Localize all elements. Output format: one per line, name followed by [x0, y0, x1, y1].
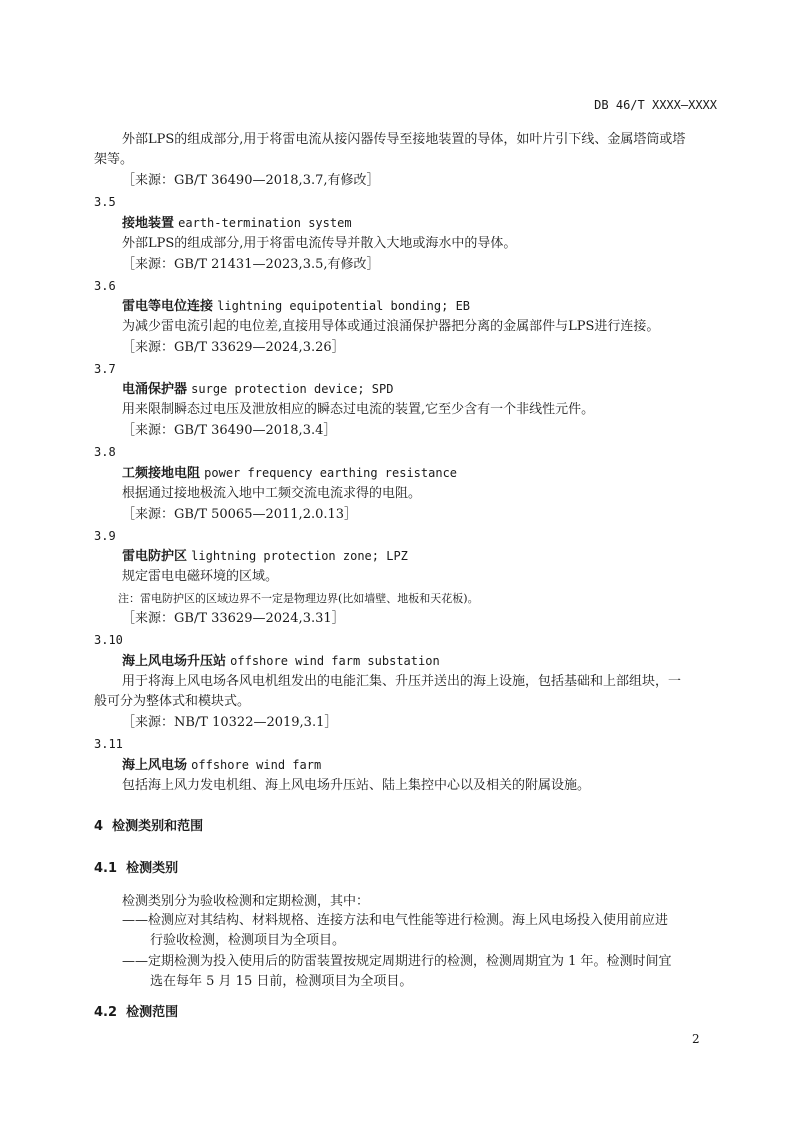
- definition-text: 般可分为整体式和模块式。: [94, 694, 251, 709]
- term-number: 3.11: [94, 737, 123, 751]
- list-item-continuation: 选在每年 5 月 15 日前，检测项目为全项目。: [150, 974, 413, 989]
- term-chinese: 电涌保护器: [122, 382, 188, 397]
- page-number: 2: [692, 1032, 700, 1046]
- source-reference: ［来源：NB/T 10322—2019,3.1］: [122, 715, 338, 730]
- source-reference: ［来源：GB/T 33629—2024,3.31］: [122, 611, 345, 626]
- list-item: ——检测应对其结构、材料规格、连接方法和电气性能等进行检测。海上风电场投入使用前应进: [122, 913, 669, 928]
- term-chinese: 海上风电场升压站: [122, 654, 227, 669]
- definition-text: 用来限制瞬态过电压及泄放相应的瞬态过电流的装置,它至少含有一个非线性元件。: [122, 402, 595, 417]
- term-chinese: 雷电等电位连接: [122, 299, 214, 314]
- term-chinese: 雷电防护区: [122, 549, 188, 564]
- definition-text: 外部LPS的组成部分,用于将雷电流从接闪器传导至接地装置的导体，如叶片引下线、金属塔筒或塔: [122, 132, 686, 147]
- source-reference: ［来源：GB/T 36490—2018,3.4］: [122, 423, 337, 438]
- section-heading: [94, 818, 203, 836]
- source-reference: ［来源：GB/T 36490—2018,3.7,有修改］: [122, 173, 380, 188]
- definition-text: 为减少雷电流引起的电位差,直接用导体或通过浪涌保护器把分离的金属部件与LPS进行连接。: [122, 319, 660, 334]
- section-number: 4: [94, 819, 104, 834]
- definition-text: 外部LPS的组成部分,用于将雷电流传导并散入大地或海水中的导体。: [122, 236, 517, 251]
- document-id-header: DB 46/T XXXX—XXXX: [594, 98, 717, 112]
- subsection-heading: [94, 860, 178, 878]
- term-chinese: 工频接地电阻: [122, 466, 201, 481]
- term-heading: [122, 652, 440, 671]
- term-english: lightning equipotential bonding; EB: [217, 299, 471, 313]
- subsection-number: 4.1: [94, 861, 118, 876]
- section-title: 检测类别和范围: [112, 819, 204, 834]
- term-number: 3.5: [94, 195, 116, 209]
- term-heading: [122, 380, 393, 399]
- term-number: 3.8: [94, 445, 116, 459]
- subsection-number: 4.2: [94, 1005, 118, 1020]
- list-item: ——定期检测为投入使用后的防雷装置按规定周期进行的检测，检测周期宜为 1 年。检测时间宜: [122, 954, 672, 969]
- term-number: 3.9: [94, 529, 116, 543]
- term-english: power frequency earthing resistance: [204, 466, 458, 480]
- term-chinese: 海上风电场: [122, 758, 188, 773]
- term-english: offshore wind farm: [191, 758, 322, 772]
- definition-text: 架等。: [94, 152, 134, 167]
- subsection-heading: [94, 1004, 178, 1022]
- term-english: surge protection device; SPD: [191, 382, 394, 396]
- term-english: lightning protection zone; LPZ: [191, 549, 408, 563]
- source-reference: ［来源：GB/T 21431—2023,3.5,有修改］: [122, 257, 380, 272]
- subsection-title: 检测范围: [126, 1005, 179, 1020]
- term-english: earth-termination system: [178, 216, 352, 230]
- note-text: 注：雷电防护区的区域边界不一定是物理边界(比如墙壁、地板和天花板)。: [118, 592, 479, 605]
- term-heading: [122, 547, 408, 566]
- source-reference: ［来源：GB/T 33629—2024,3.26］: [122, 340, 345, 355]
- term-number: 3.6: [94, 279, 116, 293]
- term-chinese: 接地装置: [122, 216, 175, 231]
- definition-text: 规定雷电电磁环境的区域。: [122, 569, 279, 584]
- term-heading: [122, 756, 321, 775]
- term-english: offshore wind farm substation: [230, 654, 440, 668]
- term-heading: [122, 214, 352, 233]
- definition-text: 根据通过接地极流入地中工频交流电流求得的电阻。: [122, 486, 422, 501]
- term-heading: [122, 464, 457, 483]
- term-heading: [122, 297, 470, 316]
- term-number: 3.7: [94, 362, 116, 376]
- term-number: 3.10: [94, 633, 123, 647]
- subsection-title: 检测类别: [126, 861, 179, 876]
- definition-text: 包括海上风力发电机组、海上风电场升压站、陆上集控中心以及相关的附属设施。: [122, 778, 591, 793]
- paragraph-text: 检测类别分为验收检测和定期检测，其中：: [122, 894, 370, 909]
- list-item-continuation: 行验收检测，检测项目为全项目。: [150, 933, 346, 948]
- source-reference: ［来源：GB/T 50065—2011,2.0.13］: [122, 507, 358, 522]
- definition-text: 用于将海上风电场各风电机组发出的电能汇集、升压并送出的海上设施，包括基础和上部组块，一: [122, 674, 682, 689]
